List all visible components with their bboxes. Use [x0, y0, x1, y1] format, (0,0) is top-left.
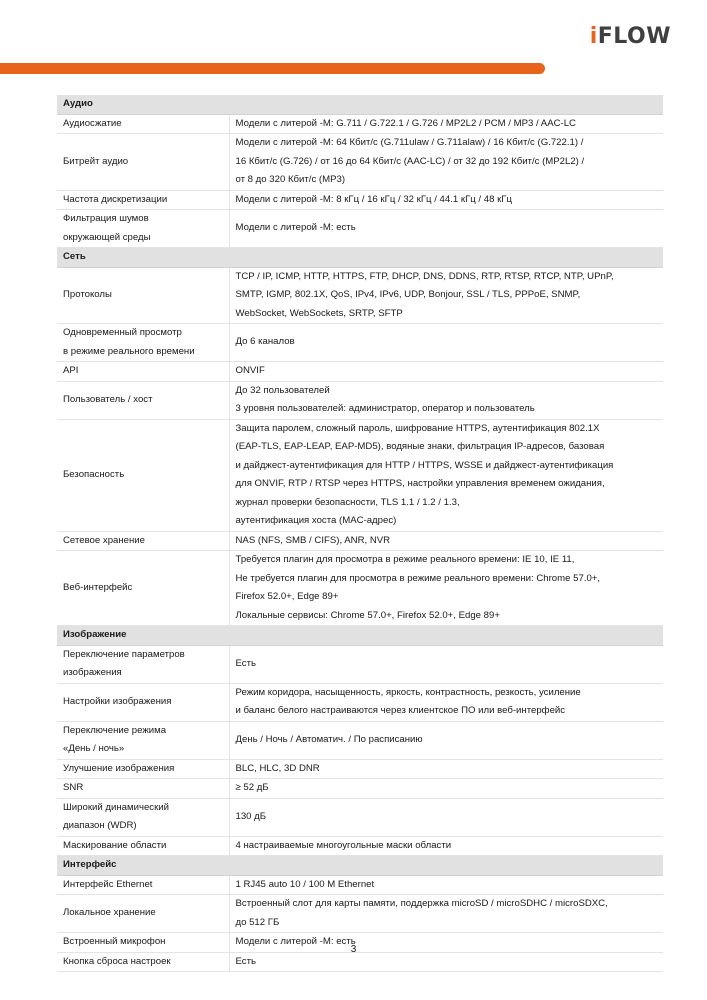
spec-value-line: BLC, HLC, 3D DNR — [235, 762, 320, 774]
spec-value-line: до 512 ГБ — [235, 916, 280, 928]
spec-row — [57, 381, 663, 419]
spec-label — [57, 267, 229, 324]
spec-value-line: SMTP, IGMP, 802.1X, QoS, IPv4, IPv6, UDP, Bonjour, SSL / TLS, PPPoE, SNMP, — [235, 289, 581, 300]
spec-value — [229, 190, 663, 210]
spec-label — [57, 381, 229, 419]
spec-value-line: Модели с литерой -M: есть — [235, 936, 356, 947]
spec-label-line: Битрейт аудио — [63, 155, 129, 167]
spec-value-line: Встроенный слот для карты памяти, поддержка microSD / microSDHC / microSDXC, — [235, 898, 608, 909]
spec-value-line: и баланс белого настраиваются через клиентское ПО или веб-интерфейс — [235, 705, 566, 716]
spec-row — [57, 721, 663, 759]
spec-value — [229, 381, 663, 419]
spec-label-line: API — [63, 365, 79, 376]
spec-row — [57, 362, 663, 382]
spec-value-line: Модели с литерой -M: G.711 / G.722.1 / G.726 / MP2L2 / PCM / MP3 / AAC-LC — [235, 117, 576, 129]
header-stripe — [0, 63, 545, 74]
spec-value-line: ONVIF — [235, 365, 265, 376]
spec-value-line: (EAP-TLS, EAP-LEAP, EAP-MD5), водяные знаки, фильтрация IP-адресов, базовая — [235, 441, 605, 452]
spec-label-line: Встроенный микрофон — [63, 936, 166, 947]
spec-label — [57, 875, 229, 895]
spec-value — [229, 531, 663, 551]
spec-label-line: Локальное хранение — [63, 907, 156, 919]
spec-label — [57, 114, 229, 134]
spec-value — [229, 759, 663, 779]
spec-label — [57, 190, 229, 210]
section-header — [57, 248, 663, 268]
spec-label-line: SNR — [63, 782, 84, 793]
spec-label-line: Протоколы — [63, 289, 112, 300]
logo-i: i — [589, 24, 598, 49]
spec-value-line: NAS (NFS, SMB / CIFS), ANR, NVR — [235, 534, 391, 546]
spec-label — [57, 683, 229, 721]
spec-value-line: 16 Кбит/с (G.726) / от 16 до 64 Кбит/с (AAC-LC) / от 32 до 192 Кбит/с (MP2L2) / — [235, 155, 585, 167]
spec-label — [57, 779, 229, 799]
spec-row — [57, 134, 663, 191]
spec-value-line: 1 RJ45 auto 10 / 100 M Ethernet — [235, 878, 375, 890]
spec-label-line: Маскирование области — [63, 839, 167, 851]
logo-text: FLOW — [597, 24, 671, 49]
spec-row — [57, 419, 663, 531]
spec-row — [57, 114, 663, 134]
spec-label-line: Фильтрация шумов — [63, 213, 149, 224]
section-title: Сеть — [57, 248, 663, 268]
spec-value-line: аутентификация хоста (MAC-адрес) — [235, 515, 397, 526]
spec-label — [57, 134, 229, 191]
spec-row — [57, 190, 663, 210]
spec-label-line: Переключение параметров — [63, 648, 185, 660]
spec-value-line: Есть — [235, 657, 256, 669]
spec-label — [57, 895, 229, 933]
section-header — [57, 95, 663, 114]
spec-label-line: Частота дискретизации — [63, 193, 168, 205]
spec-value-line: WebSocket, WebSockets, SRTP, SFTP — [235, 307, 403, 319]
spec-label-line: диапазон (WDR) — [63, 820, 137, 831]
spec-value — [229, 721, 663, 759]
spec-row — [57, 645, 663, 683]
spec-value — [229, 645, 663, 683]
spec-row — [57, 759, 663, 779]
spec-value-line: До 32 пользователей — [235, 384, 330, 396]
spec-row — [57, 267, 663, 324]
spec-label-line: Интерфейс Ethernet — [63, 878, 153, 890]
spec-value-line: ≥ 52 дБ — [235, 782, 269, 793]
spec-label — [57, 645, 229, 683]
spec-value — [229, 798, 663, 836]
spec-value-line: До 6 каналов — [235, 336, 295, 348]
spec-value-line: День / Ночь / Автоматич. / По расписанию — [235, 733, 423, 745]
spec-label-line: Одновременный просмотр — [63, 327, 182, 338]
spec-value — [229, 324, 663, 362]
spec-value-line: журнал проверки безопасности, TLS 1.1 / 1.2 / 1.3, — [235, 496, 460, 508]
spec-value — [229, 114, 663, 134]
spec-value-line: Защита паролем, сложный пароль, шифрование HTTPS, аутентификация 802.1X — [235, 422, 600, 434]
spec-row — [57, 551, 663, 626]
spec-value-line: Локальные сервисы: Chrome 57.0+, Firefox 52.0+, Edge 89+ — [235, 609, 500, 621]
spec-row — [57, 210, 663, 248]
spec-label-line: окружающей среды — [63, 231, 151, 243]
spec-label — [57, 759, 229, 779]
section-title: Аудио — [57, 95, 663, 114]
spec-label-line: в режиме реального времени — [63, 345, 195, 357]
spec-table-body — [57, 95, 663, 972]
spec-value — [229, 419, 663, 531]
spec-table — [57, 95, 663, 972]
spec-value — [229, 683, 663, 721]
page-number: 3 — [350, 944, 357, 955]
spec-label — [57, 419, 229, 531]
spec-label — [57, 551, 229, 626]
spec-label-line: Кнопка сброса настроек — [63, 955, 171, 967]
section-title: Изображение — [57, 626, 663, 646]
spec-value-line: 4 настраиваемые многоугольные маски области — [235, 839, 452, 851]
spec-value — [229, 551, 663, 626]
spec-label-line: Улучшение изображения — [63, 762, 175, 774]
spec-value-line: TCP / IP, ICMP, HTTP, HTTPS, FTP, DHCP, DNS, DDNS, RTP, RTSP, RTCP, NTP, UPnP, — [235, 270, 614, 282]
spec-label — [57, 836, 229, 856]
spec-value-line: Требуется плагин для просмотра в режиме реального времени: IE 10, IE 11, — [235, 554, 575, 565]
spec-label-line: Веб-интерфейс — [63, 581, 133, 593]
spec-value-line: Модели с литерой -M: 8 кГц / 16 кГц / 32 кГц / 44.1 кГц / 48 кГц — [235, 193, 512, 205]
spec-row — [57, 895, 663, 933]
spec-value — [229, 779, 663, 799]
spec-row — [57, 324, 663, 362]
spec-value — [229, 210, 663, 248]
spec-value — [229, 875, 663, 895]
section-title: Интерфейс — [57, 856, 663, 876]
spec-value-line: Режим коридора, насыщенность, яркость, контрастность, резкость, усиление — [235, 686, 581, 698]
brand-logo — [590, 26, 671, 48]
spec-label-line: Широкий динамический — [63, 801, 169, 813]
spec-value-line: Firefox 52.0+, Edge 89+ — [235, 591, 339, 602]
spec-row — [57, 683, 663, 721]
spec-label-line: Переключение режима — [63, 724, 167, 736]
spec-value-line: 3 уровня пользователей: администратор, оператор и пользователь — [235, 403, 535, 414]
spec-value — [229, 134, 663, 191]
spec-label-line: Пользователь / хост — [63, 393, 153, 405]
spec-value — [229, 267, 663, 324]
spec-value-line: и дайджест-аутентификация для HTTP / HTTPS, WSSE и дайджест-аутентификация — [235, 459, 614, 471]
spec-label-line: «День / ночь» — [63, 743, 125, 754]
spec-label — [57, 210, 229, 248]
spec-label — [57, 798, 229, 836]
spec-label — [57, 721, 229, 759]
section-header — [57, 626, 663, 646]
spec-row — [57, 836, 663, 856]
section-header — [57, 856, 663, 876]
spec-value-line: для ONVIF, RTP / RTSP через HTTPS, настройки управления временем ожидания, — [235, 478, 605, 489]
spec-value-line: Модели с литерой -M: есть — [235, 222, 356, 234]
spec-value-line: от 8 до 320 Кбит/с (MP3) — [235, 174, 346, 185]
spec-label-line: Безопасность — [63, 468, 125, 480]
spec-value-line: Модели с литерой -M: 64 Кбит/с (G.711ulaw / G.711alaw) / 16 Кбит/с (G.722.1) / — [235, 137, 584, 148]
spec-value — [229, 895, 663, 933]
spec-label-line: Настройки изображения — [63, 695, 172, 707]
spec-row — [57, 798, 663, 836]
spec-row — [57, 875, 663, 895]
spec-value-line: Не требуется плагин для просмотра в режиме реального времени: Chrome 57.0+, — [235, 572, 601, 584]
spec-value — [229, 836, 663, 856]
spec-label — [57, 324, 229, 362]
spec-value-line: Есть — [235, 955, 256, 967]
spec-label-line: изображения — [63, 667, 122, 678]
spec-label — [57, 362, 229, 382]
spec-value-line: 130 дБ — [235, 810, 267, 822]
spec-value — [229, 362, 663, 382]
spec-row — [57, 531, 663, 551]
spec-label-line: Аудиосжатие — [63, 117, 122, 129]
spec-row — [57, 779, 663, 799]
spec-label — [57, 531, 229, 551]
spec-label-line: Сетевое хранение — [63, 534, 145, 546]
